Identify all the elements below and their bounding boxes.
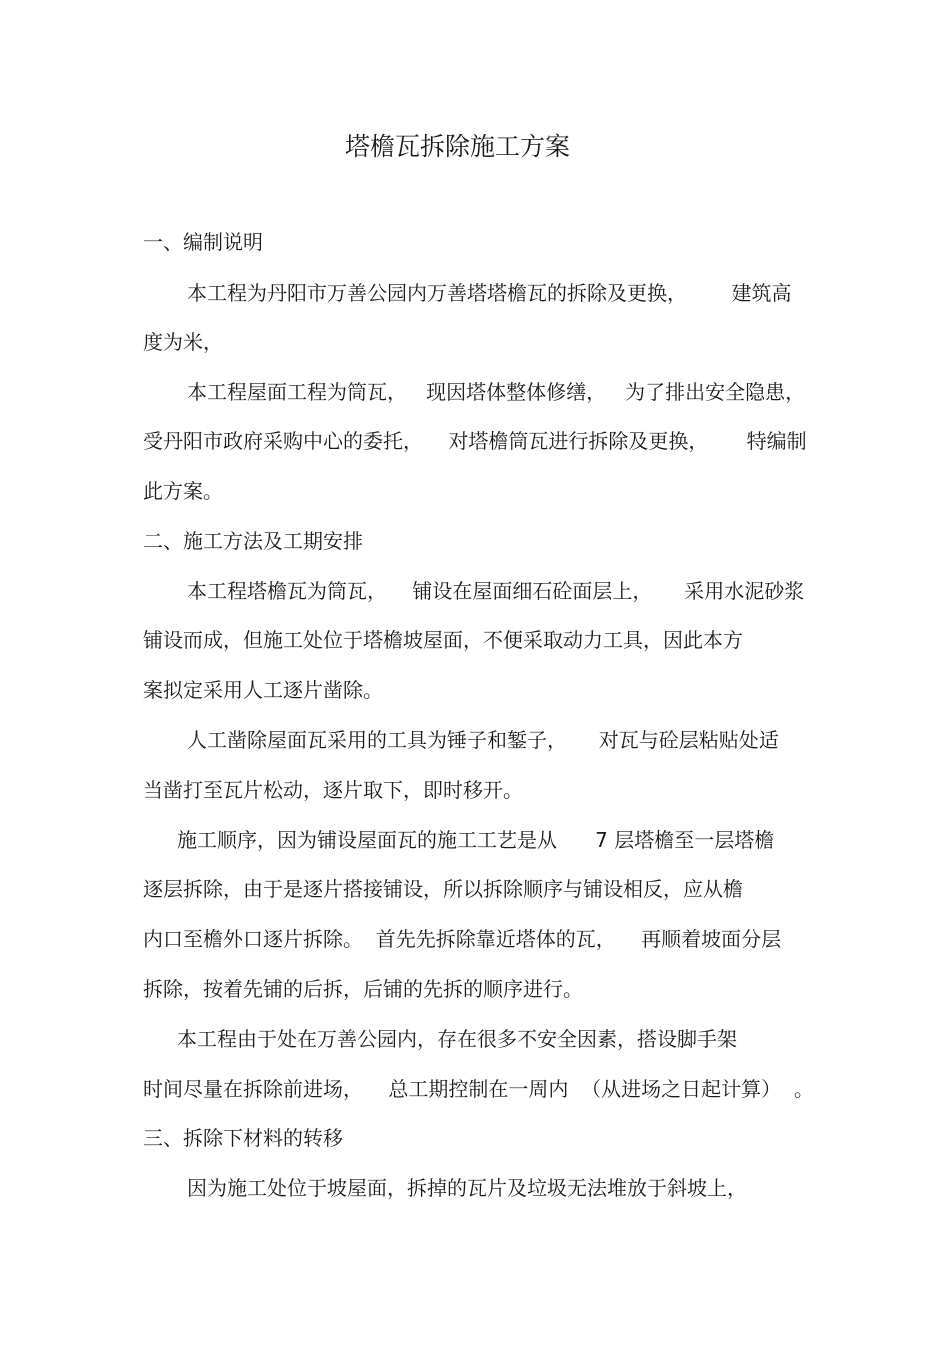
section-heading: 三、拆除下材料的转移 [143, 1126, 343, 1150]
body-line: 时间尽量在拆除前进场， 总工期控制在一周内 （从进场之日起计算） 。 [143, 1077, 814, 1101]
body-line: 本工程塔檐瓦为筒瓦， 铺设在屋面细石砼面层上， 采用水泥砂浆 [187, 579, 805, 603]
body-line: 铺设而成，但施工处位于塔檐坡屋面，不便采取动力工具，因此本方 [143, 628, 743, 652]
body-line: 拆除，按着先铺的后拆，后铺的先拆的顺序进行。 [143, 977, 583, 1001]
body-line: 本工程为丹阳市万善公园内万善塔塔檐瓦的拆除及更换， 建筑高 [187, 281, 792, 305]
body-line: 施工顺序，因为铺设屋面瓦的施工工艺是从 7 层塔檐至一层塔檐 [177, 828, 775, 852]
section-heading: 一、编制说明 [143, 230, 263, 254]
body-line: 此方案。 [143, 479, 223, 503]
body-line: 本工程由于处在万善公园内，存在很多不安全因素，搭设脚手架 [177, 1027, 737, 1051]
document-title: 塔檐瓦拆除施工方案 [345, 132, 571, 161]
body-line: 当凿打至瓦片松动，逐片取下，即时移开。 [143, 778, 523, 802]
body-line: 受丹阳市政府采购中心的委托， 对塔檐筒瓦进行拆除及更换， 特编制 [143, 429, 807, 453]
body-line: 度为米， [143, 330, 223, 354]
body-line: 人工凿除屋面瓦采用的工具为锤子和錾子， 对瓦与砼层粘贴处适 [187, 728, 779, 752]
body-line: 本工程屋面工程为筒瓦， 现因塔体整体修缮， 为了排出安全隐患， [187, 380, 806, 404]
body-line: 因为施工处位于坡屋面，拆掉的瓦片及垃圾无法堆放于斜坡上， [187, 1176, 747, 1200]
body-line: 逐层拆除，由于是逐片搭接铺设，所以拆除顺序与铺设相反，应从檐 [143, 877, 743, 901]
section-heading: 二、施工方法及工期安排 [143, 529, 363, 553]
body-line: 案拟定采用人工逐片凿除。 [143, 678, 383, 702]
body-line: 内口至檐外口逐片拆除。 首先先拆除靠近塔体的瓦， 再顺着坡面分层 [143, 927, 782, 951]
